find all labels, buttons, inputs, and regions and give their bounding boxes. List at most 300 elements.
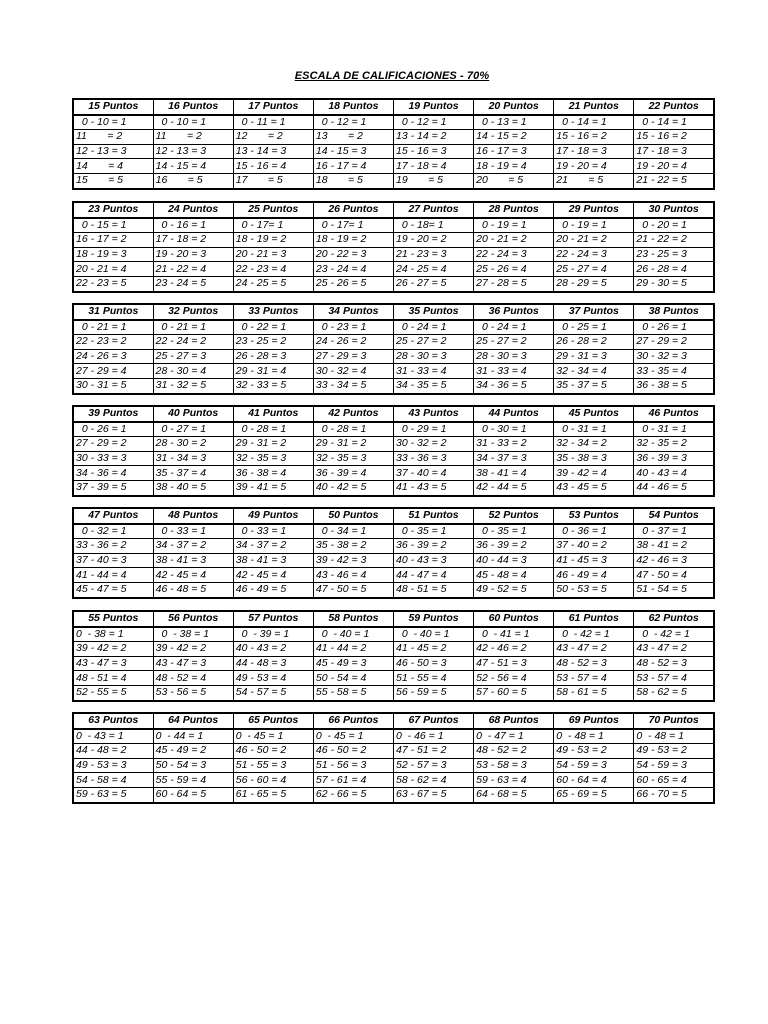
- column-header: 70 Puntos: [634, 713, 714, 729]
- table-cell: 0 - 43 = 1: [73, 729, 153, 744]
- table-cell: 36 - 38 = 4: [233, 466, 313, 481]
- table-cell: 40 - 43 = 4: [634, 466, 714, 481]
- table-cell: 31 - 33 = 4: [394, 364, 474, 379]
- table-cell: 0 - 10 = 1: [73, 115, 153, 130]
- table-cell: 25 - 26 = 5: [313, 276, 393, 291]
- page-title-text: ESCALA DE CALIFICACIONES - 70%: [294, 70, 490, 82]
- table-cell: 44 - 48 = 2: [73, 744, 153, 759]
- table-cell: 15 - 16 = 2: [634, 130, 714, 145]
- table-cell: 36 - 39 = 4: [313, 466, 393, 481]
- scale-table: [72, 610, 715, 702]
- table-cell: 0 - 36 = 1: [554, 524, 634, 539]
- table-cell: 30 - 33 = 3: [73, 451, 153, 466]
- table-cell: 40 - 43 = 2: [233, 642, 313, 657]
- column-header: 25 Puntos: [233, 202, 313, 218]
- table-cell: 0 - 42 = 1: [634, 627, 714, 642]
- table-cell: 0 - 16 = 1: [153, 218, 233, 233]
- table-cell: 22 - 24 = 2: [153, 335, 233, 350]
- table-cell: 53 - 57 = 4: [634, 671, 714, 686]
- table-cell: 34 - 37 = 2: [233, 539, 313, 554]
- table-cell: 0 - 48 = 1: [634, 729, 714, 744]
- table-cell: 0 - 14 = 1: [634, 115, 714, 130]
- table-cell: 50 - 53 = 5: [554, 582, 634, 597]
- table-cell: 47 - 51 = 3: [474, 656, 554, 671]
- table-header-row: [73, 99, 714, 115]
- table-header-row: [73, 611, 714, 627]
- table-row: [73, 627, 714, 642]
- table-cell: 0 - 17= 1: [233, 218, 313, 233]
- table-cell: 0 - 21 = 1: [153, 320, 233, 335]
- table-cell: 11 = 2: [153, 130, 233, 145]
- table-cell: 32 - 34 = 2: [554, 437, 634, 452]
- column-header: 43 Puntos: [394, 406, 474, 422]
- table-cell: 34 - 36 = 5: [474, 378, 554, 393]
- table-row: [73, 642, 714, 657]
- table-cell: 38 - 41 = 3: [233, 553, 313, 568]
- table-cell: 42 - 44 = 5: [474, 480, 554, 495]
- table-row: [73, 349, 714, 364]
- table-row: [73, 582, 714, 597]
- column-header: 52 Puntos: [474, 508, 554, 524]
- table-cell: 25 - 27 = 3: [153, 349, 233, 364]
- table-cell: 0 - 31 = 1: [554, 422, 634, 437]
- column-header: 39 Puntos: [73, 406, 153, 422]
- table-cell: 33 - 35 = 4: [634, 364, 714, 379]
- column-header: 17 Puntos: [233, 99, 313, 115]
- table-cell: 28 - 29 = 5: [554, 276, 634, 291]
- table-cell: 36 - 39 = 3: [634, 451, 714, 466]
- table-cell: 55 - 59 = 4: [153, 773, 233, 788]
- table-header-row: [73, 304, 714, 320]
- table-cell: 38 - 41 = 3: [153, 553, 233, 568]
- table-cell: 18 - 19 = 3: [73, 247, 153, 262]
- column-header: 48 Puntos: [153, 508, 233, 524]
- column-header: 21 Puntos: [554, 99, 634, 115]
- table-cell: 0 - 31 = 1: [634, 422, 714, 437]
- table-cell: 12 = 2: [233, 130, 313, 145]
- table-cell: 53 - 58 = 3: [474, 758, 554, 773]
- column-header: 15 Puntos: [73, 99, 153, 115]
- column-header: 40 Puntos: [153, 406, 233, 422]
- column-header: 61 Puntos: [554, 611, 634, 627]
- table-cell: 29 - 31 = 3: [554, 349, 634, 364]
- table-cell: 0 - 32 = 1: [73, 524, 153, 539]
- table-cell: 58 - 61 = 5: [554, 685, 634, 700]
- table-cell: 32 - 35 = 3: [233, 451, 313, 466]
- table-row: [73, 173, 714, 188]
- table-cell: 51 - 56 = 3: [313, 758, 393, 773]
- table-cell: 20 - 22 = 3: [313, 247, 393, 262]
- table-cell: 0 - 12 = 1: [313, 115, 393, 130]
- table-row: [73, 656, 714, 671]
- table-cell: 37 - 40 = 3: [73, 553, 153, 568]
- table-cell: 65 - 69 = 5: [554, 787, 634, 802]
- table-cell: 29 - 31 = 4: [233, 364, 313, 379]
- table-cell: 11 = 2: [73, 130, 153, 145]
- column-header: 57 Puntos: [233, 611, 313, 627]
- table-cell: 19 - 20 = 4: [554, 159, 634, 174]
- table-cell: 0 - 33 = 1: [233, 524, 313, 539]
- table-cell: 28 - 30 = 3: [394, 349, 474, 364]
- table-cell: 48 - 51 = 4: [73, 671, 153, 686]
- table-cell: 0 - 35 = 1: [394, 524, 474, 539]
- table-cell: 41 - 44 = 4: [73, 568, 153, 583]
- table-cell: 0 - 24 = 1: [394, 320, 474, 335]
- column-header: 47 Puntos: [73, 508, 153, 524]
- table-cell: 19 - 20 = 4: [634, 159, 714, 174]
- table-cell: 14 - 15 = 2: [474, 130, 554, 145]
- column-header: 69 Puntos: [554, 713, 634, 729]
- table-cell: 0 - 24 = 1: [474, 320, 554, 335]
- table-cell: 42 - 45 = 4: [233, 568, 313, 583]
- table-cell: 18 - 19 = 4: [474, 159, 554, 174]
- column-header: 28 Puntos: [474, 202, 554, 218]
- column-header: 20 Puntos: [474, 99, 554, 115]
- table-row: [73, 568, 714, 583]
- table-cell: 49 - 53 = 3: [73, 758, 153, 773]
- table-cell: 20 - 21 = 4: [73, 262, 153, 277]
- table-cell: 39 - 42 = 2: [153, 642, 233, 657]
- table-cell: 19 = 5: [394, 173, 474, 188]
- table-cell: 26 - 28 = 3: [233, 349, 313, 364]
- table-cell: 37 - 40 = 2: [554, 539, 634, 554]
- table-cell: 0 - 28 = 1: [313, 422, 393, 437]
- table-cell: 56 - 60 = 4: [233, 773, 313, 788]
- table-cell: 45 - 48 = 4: [474, 568, 554, 583]
- table-cell: 54 - 58 = 4: [73, 773, 153, 788]
- table-cell: 14 = 4: [73, 159, 153, 174]
- table-cell: 0 - 23 = 1: [313, 320, 393, 335]
- table-row: [73, 247, 714, 262]
- table-cell: 43 - 47 = 3: [73, 656, 153, 671]
- table-cell: 22 - 23 = 5: [73, 276, 153, 291]
- table-cell: 25 - 26 = 4: [474, 262, 554, 277]
- table-cell: 21 - 22 = 5: [634, 173, 714, 188]
- table-cell: 18 - 19 = 2: [233, 233, 313, 248]
- table-cell: 15 - 16 = 2: [554, 130, 634, 145]
- table-cell: 0 - 21 = 1: [73, 320, 153, 335]
- table-cell: 46 - 49 = 5: [233, 582, 313, 597]
- table-cell: 28 - 30 = 4: [153, 364, 233, 379]
- table-cell: 20 = 5: [474, 173, 554, 188]
- table-cell: 16 - 17 = 4: [313, 159, 393, 174]
- table-cell: 27 - 29 = 4: [73, 364, 153, 379]
- table-cell: 16 - 17 = 2: [73, 233, 153, 248]
- table-cell: 50 - 54 = 4: [313, 671, 393, 686]
- table-cell: 34 - 36 = 4: [73, 466, 153, 481]
- scale-table: [72, 303, 715, 395]
- table-cell: 36 - 38 = 5: [634, 378, 714, 393]
- table-cell: 41 - 44 = 2: [313, 642, 393, 657]
- table-row: [73, 422, 714, 437]
- table-cell: 21 = 5: [554, 173, 634, 188]
- table-cell: 40 - 42 = 5: [313, 480, 393, 495]
- table-cell: 35 - 38 = 2: [313, 539, 393, 554]
- table-cell: 0 - 11 = 1: [233, 115, 313, 130]
- table-cell: 49 - 53 = 4: [233, 671, 313, 686]
- table-cell: 50 - 54 = 3: [153, 758, 233, 773]
- column-header: 33 Puntos: [233, 304, 313, 320]
- column-header: 63 Puntos: [73, 713, 153, 729]
- scale-table: [72, 98, 715, 190]
- table-cell: 32 - 35 = 3: [313, 451, 393, 466]
- table-cell: 0 - 26 = 1: [73, 422, 153, 437]
- table-cell: 43 - 46 = 4: [313, 568, 393, 583]
- column-header: 60 Puntos: [474, 611, 554, 627]
- table-cell: 39 - 42 = 2: [73, 642, 153, 657]
- table-cell: 44 - 47 = 4: [394, 568, 474, 583]
- table-cell: 39 - 41 = 5: [233, 480, 313, 495]
- table-row: [73, 233, 714, 248]
- table-cell: 54 - 59 = 3: [554, 758, 634, 773]
- table-header-row: [73, 406, 714, 422]
- column-header: 41 Puntos: [233, 406, 313, 422]
- table-cell: 25 - 27 = 2: [394, 335, 474, 350]
- table-cell: 33 - 34 = 5: [313, 378, 393, 393]
- table-cell: 0 - 38 = 1: [73, 627, 153, 642]
- table-cell: 25 - 27 = 4: [554, 262, 634, 277]
- table-cell: 46 - 48 = 5: [153, 582, 233, 597]
- table-cell: 0 - 41 = 1: [474, 627, 554, 642]
- table-row: [73, 744, 714, 759]
- table-cell: 35 - 38 = 3: [554, 451, 634, 466]
- scale-table: [72, 201, 715, 293]
- scale-table: [72, 507, 715, 599]
- table-cell: 35 - 37 = 4: [153, 466, 233, 481]
- table-cell: 49 - 53 = 2: [554, 744, 634, 759]
- table-cell: 0 - 19 = 1: [554, 218, 634, 233]
- table-cell: 48 - 52 = 3: [554, 656, 634, 671]
- table-cell: 14 - 15 = 4: [153, 159, 233, 174]
- table-row: [73, 218, 714, 233]
- column-header: 56 Puntos: [153, 611, 233, 627]
- table-cell: 19 - 20 = 2: [394, 233, 474, 248]
- table-row: [73, 115, 714, 130]
- table-cell: 26 - 28 = 4: [634, 262, 714, 277]
- table-row: [73, 144, 714, 159]
- table-cell: 22 - 24 = 3: [554, 247, 634, 262]
- table-cell: 53 - 56 = 5: [153, 685, 233, 700]
- table-cell: 24 - 25 = 4: [394, 262, 474, 277]
- scale-table: [72, 712, 715, 804]
- table-cell: 23 - 25 = 2: [233, 335, 313, 350]
- table-cell: 15 - 16 = 3: [394, 144, 474, 159]
- table-cell: 12 - 13 = 3: [153, 144, 233, 159]
- table-cell: 25 - 27 = 2: [474, 335, 554, 350]
- table-cell: 23 - 24 = 5: [153, 276, 233, 291]
- table-cell: 52 - 56 = 4: [474, 671, 554, 686]
- table-cell: 24 - 26 = 2: [313, 335, 393, 350]
- table-cell: 38 - 40 = 5: [153, 480, 233, 495]
- table-row: [73, 276, 714, 291]
- table-cell: 0 - 19 = 1: [474, 218, 554, 233]
- table-cell: 29 - 31 = 2: [233, 437, 313, 452]
- table-cell: 40 - 44 = 3: [474, 553, 554, 568]
- column-header: 59 Puntos: [394, 611, 474, 627]
- table-cell: 41 - 45 = 2: [394, 642, 474, 657]
- table-cell: 13 - 14 = 2: [394, 130, 474, 145]
- table-cell: 0 - 15 = 1: [73, 218, 153, 233]
- table-cell: 48 - 52 = 2: [474, 744, 554, 759]
- table-cell: 32 - 33 = 5: [233, 378, 313, 393]
- table-cell: 54 - 59 = 3: [634, 758, 714, 773]
- table-cell: 15 - 16 = 4: [233, 159, 313, 174]
- table-cell: 60 - 64 = 4: [554, 773, 634, 788]
- table-cell: 57 - 60 = 5: [474, 685, 554, 700]
- table-cell: 27 - 29 = 3: [313, 349, 393, 364]
- table-cell: 59 - 63 = 4: [474, 773, 554, 788]
- table-cell: 17 - 18 = 3: [634, 144, 714, 159]
- table-cell: 32 - 35 = 2: [634, 437, 714, 452]
- scale-table: [72, 405, 715, 497]
- table-cell: 0 - 20 = 1: [634, 218, 714, 233]
- table-cell: 32 - 34 = 4: [554, 364, 634, 379]
- column-header: 50 Puntos: [313, 508, 393, 524]
- table-cell: 24 - 26 = 3: [73, 349, 153, 364]
- table-cell: 46 - 49 = 4: [554, 568, 634, 583]
- table-row: [73, 729, 714, 744]
- table-cell: 21 - 22 = 2: [634, 233, 714, 248]
- table-cell: 44 - 48 = 3: [233, 656, 313, 671]
- table-cell: 64 - 68 = 5: [474, 787, 554, 802]
- table-cell: 53 - 57 = 4: [554, 671, 634, 686]
- table-cell: 43 - 45 = 5: [554, 480, 634, 495]
- column-header: 24 Puntos: [153, 202, 233, 218]
- table-cell: 0 - 22 = 1: [233, 320, 313, 335]
- table-cell: 0 - 40 = 1: [394, 627, 474, 642]
- column-header: 62 Puntos: [634, 611, 714, 627]
- table-cell: 36 - 39 = 2: [474, 539, 554, 554]
- table-cell: 49 - 53 = 2: [634, 744, 714, 759]
- table-cell: 0 - 37 = 1: [634, 524, 714, 539]
- table-cell: 27 - 29 = 2: [634, 335, 714, 350]
- column-header: 23 Puntos: [73, 202, 153, 218]
- column-header: 51 Puntos: [394, 508, 474, 524]
- table-cell: 49 - 52 = 5: [474, 582, 554, 597]
- table-cell: 0 - 46 = 1: [394, 729, 474, 744]
- table-cell: 59 - 63 = 5: [73, 787, 153, 802]
- table-cell: 30 - 32 = 3: [634, 349, 714, 364]
- column-header: 32 Puntos: [153, 304, 233, 320]
- table-cell: 60 - 65 = 4: [634, 773, 714, 788]
- table-row: [73, 364, 714, 379]
- table-cell: 46 - 50 = 2: [313, 744, 393, 759]
- table-cell: 22 - 23 = 4: [233, 262, 313, 277]
- table-cell: 33 - 36 = 2: [73, 539, 153, 554]
- table-cell: 21 - 22 = 4: [153, 262, 233, 277]
- table-cell: 41 - 45 = 3: [554, 553, 634, 568]
- table-cell: 14 - 15 = 3: [313, 144, 393, 159]
- column-header: 58 Puntos: [313, 611, 393, 627]
- table-cell: 40 - 43 = 3: [394, 553, 474, 568]
- column-header: 34 Puntos: [313, 304, 393, 320]
- table-cell: 45 - 49 = 3: [313, 656, 393, 671]
- table-cell: 0 - 27 = 1: [153, 422, 233, 437]
- table-cell: 0 - 12 = 1: [394, 115, 474, 130]
- table-cell: 30 - 32 = 2: [394, 437, 474, 452]
- column-header: 44 Puntos: [474, 406, 554, 422]
- column-header: 66 Puntos: [313, 713, 393, 729]
- table-header-row: [73, 202, 714, 218]
- table-cell: 23 - 25 = 3: [634, 247, 714, 262]
- table-cell: 41 - 43 = 5: [394, 480, 474, 495]
- table-cell: 0 - 47 = 1: [474, 729, 554, 744]
- column-header: 35 Puntos: [394, 304, 474, 320]
- column-header: 16 Puntos: [153, 99, 233, 115]
- table-cell: 55 - 58 = 5: [313, 685, 393, 700]
- table-cell: 33 - 36 = 3: [394, 451, 474, 466]
- table-cell: 34 - 37 = 2: [153, 539, 233, 554]
- table-cell: 38 - 41 = 2: [634, 539, 714, 554]
- table-cell: 13 - 14 = 3: [233, 144, 313, 159]
- table-row: [73, 335, 714, 350]
- table-cell: 0 - 45 = 1: [313, 729, 393, 744]
- table-cell: 19 - 20 = 3: [153, 247, 233, 262]
- table-cell: 36 - 39 = 2: [394, 539, 474, 554]
- table-cell: 24 - 25 = 5: [233, 276, 313, 291]
- table-cell: 48 - 51 = 5: [394, 582, 474, 597]
- table-cell: 31 - 33 = 2: [474, 437, 554, 452]
- table-cell: 60 - 64 = 5: [153, 787, 233, 802]
- table-cell: 63 - 67 = 5: [394, 787, 474, 802]
- table-cell: 0 - 38 = 1: [153, 627, 233, 642]
- table-row: [73, 553, 714, 568]
- column-header: 22 Puntos: [634, 99, 714, 115]
- table-cell: 0 - 45 = 1: [233, 729, 313, 744]
- table-row: [73, 262, 714, 277]
- table-cell: 43 - 47 = 2: [634, 642, 714, 657]
- table-row: [73, 480, 714, 495]
- table-row: [73, 685, 714, 700]
- table-cell: 39 - 42 = 3: [313, 553, 393, 568]
- table-cell: 0 - 44 = 1: [153, 729, 233, 744]
- table-cell: 28 - 30 = 2: [153, 437, 233, 452]
- table-row: [73, 378, 714, 393]
- table-row: [73, 466, 714, 481]
- table-cell: 0 - 29 = 1: [394, 422, 474, 437]
- table-cell: 66 - 70 = 5: [634, 787, 714, 802]
- column-header: 42 Puntos: [313, 406, 393, 422]
- table-cell: 21 - 23 = 3: [394, 247, 474, 262]
- table-cell: 52 - 57 = 3: [394, 758, 474, 773]
- table-row: [73, 130, 714, 145]
- table-cell: 0 - 26 = 1: [634, 320, 714, 335]
- table-cell: 51 - 54 = 5: [634, 582, 714, 597]
- table-row: [73, 758, 714, 773]
- table-cell: 56 - 59 = 5: [394, 685, 474, 700]
- table-cell: 26 - 28 = 2: [554, 335, 634, 350]
- table-cell: 27 - 29 = 2: [73, 437, 153, 452]
- table-cell: 16 = 5: [153, 173, 233, 188]
- table-cell: 26 - 27 = 5: [394, 276, 474, 291]
- table-cell: 31 - 34 = 3: [153, 451, 233, 466]
- table-cell: 17 = 5: [233, 173, 313, 188]
- table-cell: 0 - 14 = 1: [554, 115, 634, 130]
- table-cell: 22 - 24 = 3: [474, 247, 554, 262]
- table-cell: 0 - 42 = 1: [554, 627, 634, 642]
- column-header: 19 Puntos: [394, 99, 474, 115]
- table-row: [73, 773, 714, 788]
- table-cell: 18 = 5: [313, 173, 393, 188]
- table-row: [73, 787, 714, 802]
- table-cell: 62 - 66 = 5: [313, 787, 393, 802]
- table-cell: 58 - 62 = 5: [634, 685, 714, 700]
- table-cell: 0 - 39 = 1: [233, 627, 313, 642]
- table-row: [73, 159, 714, 174]
- table-cell: 31 - 32 = 5: [153, 378, 233, 393]
- table-cell: 0 - 28 = 1: [233, 422, 313, 437]
- table-cell: 0 - 18= 1: [394, 218, 474, 233]
